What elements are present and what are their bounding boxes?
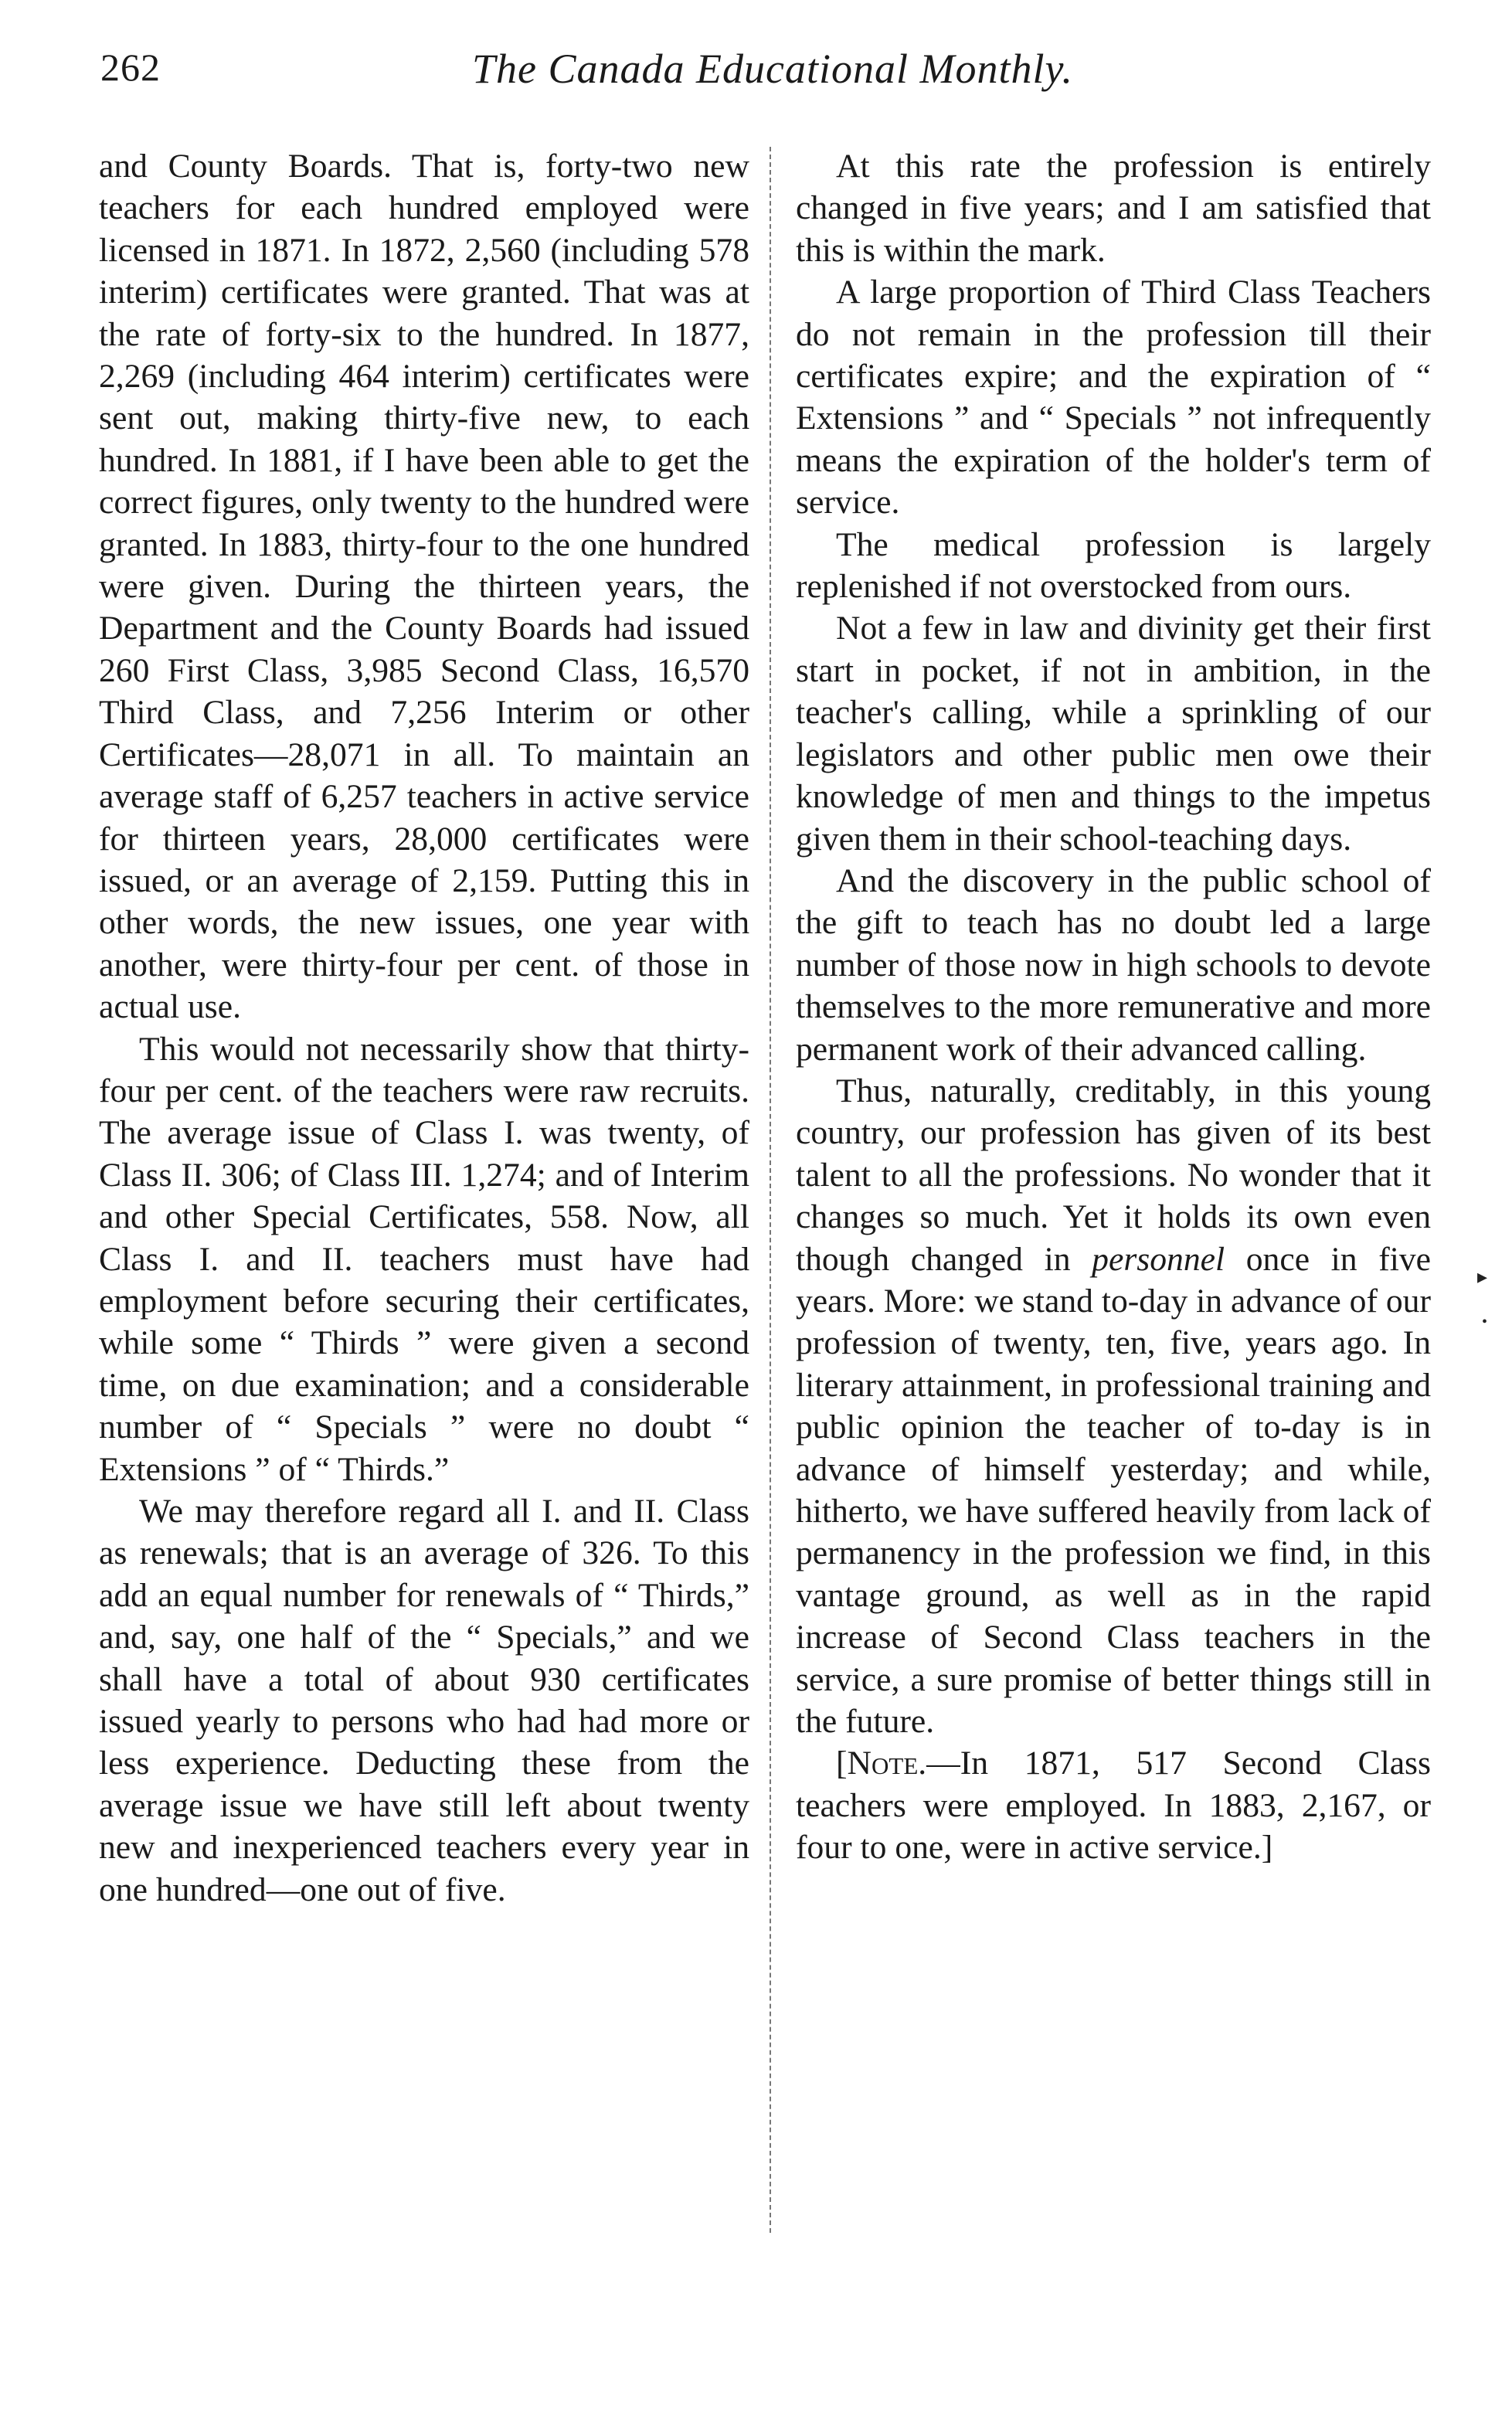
paragraph: and County Boards. That is, forty-two new teachers for each hundred employed were licensed in 1871. In 1872, 2,560 (including 578 interim) certificates were granted. That was at the rate of forty-six to the hundred. In 1877, 2,269 (including 464 interim) certificates were sent out, making thirty-five new, to each hundred. In 1881, if I have been able to get the correct figures, only twenty to the hundred were granted. In 1883, thirty-four to the one hundred were given. During the thirteen years, the Department and the County Boards had issued 260 First Class, 3,985 Second Class, 16,570 Third Class, and 7,256 Interim or other Certificates—28,071 in all. To maintain an average staff of 6,257 teachers in active service for thirteen years, 28,000 certificates were issued, or an average of 2,159. Putting this in other words, the new issues, one year with another, were thirty-four per cent. of those in actual use.	[99, 148, 749, 1026]
note-text: .—In 1871, 517 Second Class teachers were employed. In 1883, 2,167, or four to one, were in active service.]	[796, 1745, 1431, 1867]
note-bracket: [	[836, 1745, 848, 1782]
paragraph: We may therefore regard all I. and II. Class as renewals; that is an average of 326. To this add an equal number for renewals of “ Thirds,” and, say, one half of the “ Specials,” and we shall have a total of about 930 certificates issued yearly to persons who had had more or less experience. Deducting these from the average issue we have still left about twenty new and inexperienced teachers every year in one hundred—one out of five.	[99, 1493, 749, 1908]
margin-dot-icon: •	[1482, 1313, 1488, 1330]
paragraph: Not a few in law and divinity get their first start in pocket, if not in ambition, in the teacher's calling, while a sprinkling of our legislators and other public men owe their knowledge of men and things to the impetus given them in their school-teaching days.	[796, 610, 1431, 858]
column-divider	[770, 147, 771, 2233]
margin-arrow-icon: ▸	[1477, 1266, 1488, 1288]
footnote	[796, 1742, 1431, 1868]
paragraph-text: Thus, naturally, creditably, in this young country, our profession has given of its best talent to all the professions. No wonder that it changes so much. Yet it holds its own even though changed in	[796, 1072, 1431, 1278]
page-header	[100, 45, 1445, 114]
paragraph	[796, 1070, 1431, 1743]
note-label: Note	[847, 1745, 919, 1782]
italic-term: personnel	[1092, 1240, 1225, 1278]
paragraph: At this rate the profession is entirely changed in five years; and I am satisfied that this is within the mark.	[796, 148, 1431, 269]
left-column	[99, 145, 749, 1911]
right-column	[796, 145, 1431, 1869]
paragraph: And the discovery in the public school of the gift to teach has no doubt led a large number of those now in high schools to devote themselves to the more remunerative and more permanent work of their advanced calling.	[796, 861, 1431, 1068]
running-head: The Canada Educational Monthly.	[472, 46, 1073, 92]
paragraph: The medical profession is largely replenished if not overstocked from ours.	[796, 525, 1431, 606]
paragraph: A large proportion of Third Class Teachers do not remain in the profession till their certificates expire; and the expiration of “ Extensions ” and “ Specials ” not infrequently means the expiration of the holder's term of service.	[796, 273, 1431, 522]
paragraph-text: once in five years. More: we stand to-day in advance of our profession of twenty, ten, five, years ago. In literary attainment, in professional training and public opinion the teacher of to-day is in advance of himself yesterday; and while, hitherto, we have suffered heavily from lack of permanency in the profession we find, in this vantage ground, as well as in the rapid increase of Second Class teachers in the service, a sure promise of better things still in the future.	[796, 1240, 1432, 1741]
page-number: 262	[100, 46, 161, 89]
paragraph: This would not necessarily show that thirty-four per cent. of the teachers were raw recruits. The average issue of Class I. was twenty, of Class II. 306; of Class III. 1,274; and of Interim and other Special Certificates, 558. Now, all Class I. and II. teachers must have had employment before securing their certificates, while some “ Thirds ” were given a second time, on due examination; and a considerable number of “ Specials ” were no doubt “ Extensions ” of “ Thirds.”	[99, 1030, 749, 1488]
